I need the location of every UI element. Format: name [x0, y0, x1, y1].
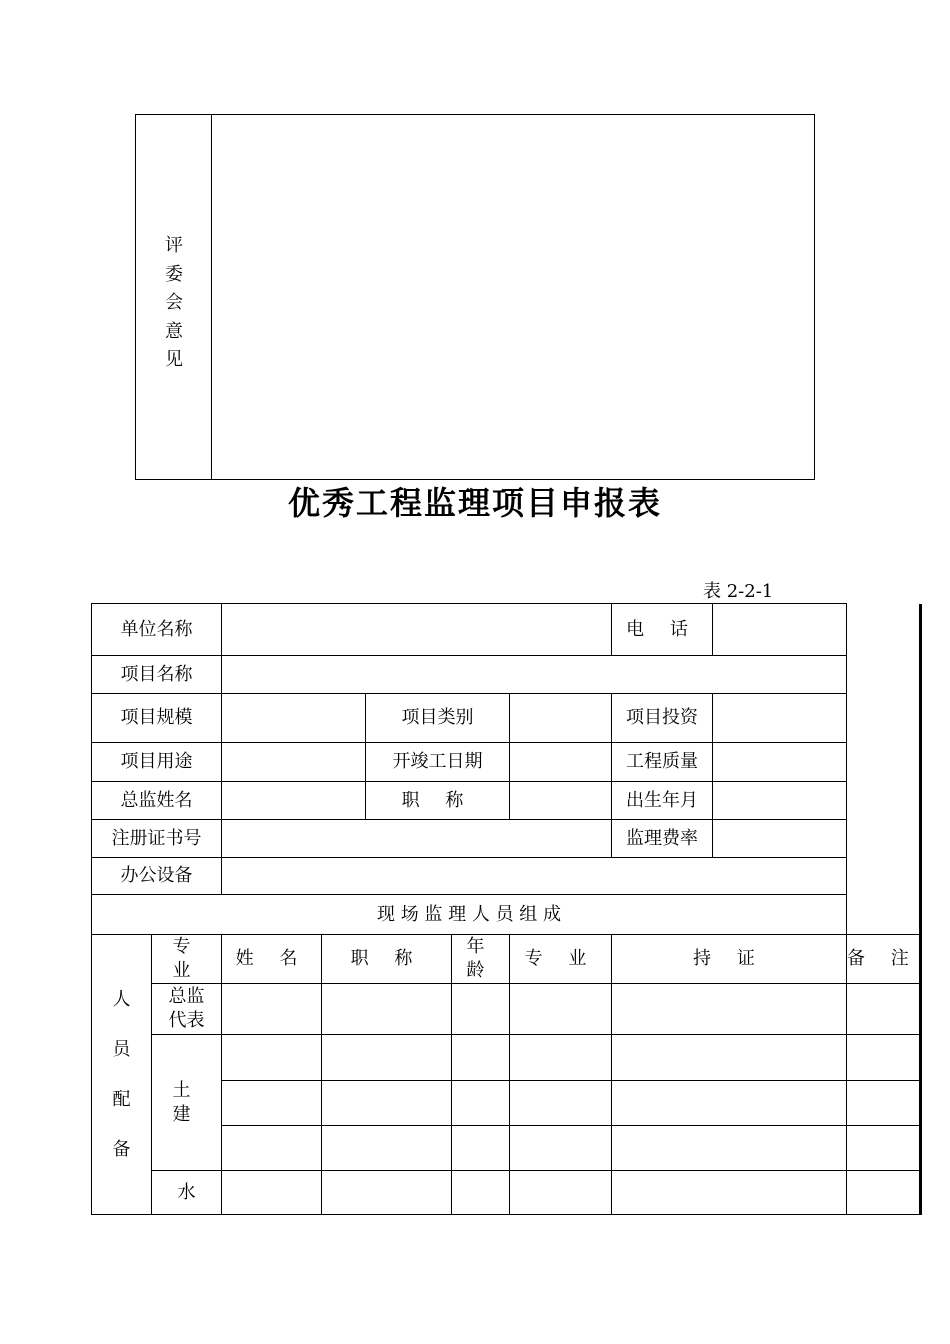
project-use-label: 项目用途 [92, 743, 222, 782]
header-certificate: 持 证 [612, 935, 847, 984]
project-quality-field[interactable] [713, 743, 847, 782]
fee-rate-label: 监理费率 [612, 820, 713, 858]
staff-cell[interactable] [847, 1035, 921, 1081]
project-scale-field[interactable] [222, 694, 366, 743]
civil-label: 土 建 [152, 1035, 222, 1171]
project-investment-field[interactable] [713, 694, 847, 743]
staff-cell[interactable] [322, 1171, 452, 1215]
review-label-char: 评 [165, 235, 183, 256]
staff-cell[interactable] [847, 1126, 921, 1171]
review-label-char: 意 [165, 320, 183, 342]
staff-label [92, 935, 152, 1215]
project-name-label: 项目名称 [92, 656, 222, 694]
staff-cell[interactable] [452, 1171, 510, 1215]
chief-name-label: 总监姓名 [92, 782, 222, 820]
project-category-field[interactable] [510, 694, 612, 743]
staff-cell[interactable] [452, 984, 510, 1035]
title-rank-field[interactable] [510, 782, 612, 820]
staff-cell[interactable] [612, 1126, 847, 1171]
cert-no-field[interactable] [222, 820, 612, 858]
section-title: 现 场 监 理 人 员 组 成 [92, 895, 847, 935]
phone-field[interactable] [713, 604, 847, 656]
birth-date-field[interactable] [713, 782, 847, 820]
start-end-date-field[interactable] [510, 743, 612, 782]
staff-cell[interactable] [847, 1171, 921, 1215]
staff-cell[interactable] [222, 1126, 322, 1171]
water-label: 水 [152, 1171, 222, 1215]
cert-no-label: 注册证书号 [92, 820, 222, 858]
application-form-table [91, 603, 922, 1215]
staff-cell[interactable] [222, 1035, 322, 1081]
chief-rep-label: 总监代表 [152, 984, 222, 1035]
office-equipment-field[interactable] [222, 858, 847, 895]
review-label-column [136, 115, 212, 479]
project-use-field[interactable] [222, 743, 366, 782]
phone-label: 电 话 [612, 604, 713, 656]
staff-cell[interactable] [452, 1081, 510, 1126]
review-committee-label [136, 232, 212, 375]
staff-cell[interactable] [222, 1171, 322, 1215]
chief-name-field[interactable] [222, 782, 366, 820]
unit-name-field[interactable] [222, 604, 612, 656]
staff-cell[interactable] [510, 1081, 612, 1126]
staff-cell[interactable] [222, 984, 322, 1035]
staff-cell[interactable] [612, 984, 847, 1035]
header-name: 姓 名 [222, 935, 322, 984]
project-quality-label: 工程质量 [612, 743, 713, 782]
staff-cell[interactable] [510, 1171, 612, 1215]
staff-cell[interactable] [847, 984, 921, 1035]
project-category-label: 项目类别 [366, 694, 510, 743]
header-age: 年 龄 [452, 935, 510, 984]
staff-label-char: 配 [112, 1088, 131, 1110]
page-title: 优秀工程监理项目申报表 [287, 484, 662, 522]
staff-label-char: 备 [112, 1138, 131, 1160]
review-label-char: 委 [165, 263, 183, 285]
staff-label-char: 人 [112, 988, 131, 1010]
staff-cell[interactable] [322, 1126, 452, 1171]
staff-cell[interactable] [847, 1081, 921, 1126]
start-end-date-label: 开竣工日期 [366, 743, 510, 782]
staff-cell[interactable] [322, 1081, 452, 1126]
title-rank-label: 职 称 [366, 782, 510, 820]
review-label-char: 会 [165, 292, 183, 313]
fee-rate-field[interactable] [713, 820, 847, 858]
staff-cell[interactable] [612, 1081, 847, 1126]
staff-cell[interactable] [222, 1081, 322, 1126]
header-specialty: 专 业 [152, 935, 222, 984]
project-scale-label: 项目规模 [92, 694, 222, 743]
staff-cell[interactable] [452, 1126, 510, 1171]
header-title: 职 称 [322, 935, 452, 984]
staff-cell[interactable] [322, 984, 452, 1035]
birth-date-label: 出生年月 [612, 782, 713, 820]
unit-name-label: 单位名称 [92, 604, 222, 656]
staff-cell[interactable] [612, 1035, 847, 1081]
staff-cell[interactable] [510, 1126, 612, 1171]
staff-cell[interactable] [322, 1035, 452, 1081]
header-remarks: 备 注 [847, 935, 921, 984]
staff-cell[interactable] [452, 1035, 510, 1081]
project-name-field[interactable] [222, 656, 847, 694]
staff-label-char: 员 [112, 1038, 131, 1060]
staff-cell[interactable] [612, 1171, 847, 1215]
review-label-char: 见 [165, 349, 183, 370]
office-equipment-label: 办公设备 [92, 858, 222, 895]
table-number: 表 2-2-1 [703, 581, 774, 602]
staff-cell[interactable] [510, 984, 612, 1035]
project-investment-label: 项目投资 [612, 694, 713, 743]
header-specialty-2: 专 业 [510, 935, 612, 984]
review-committee-box [135, 114, 815, 480]
staff-cell[interactable] [510, 1035, 612, 1081]
